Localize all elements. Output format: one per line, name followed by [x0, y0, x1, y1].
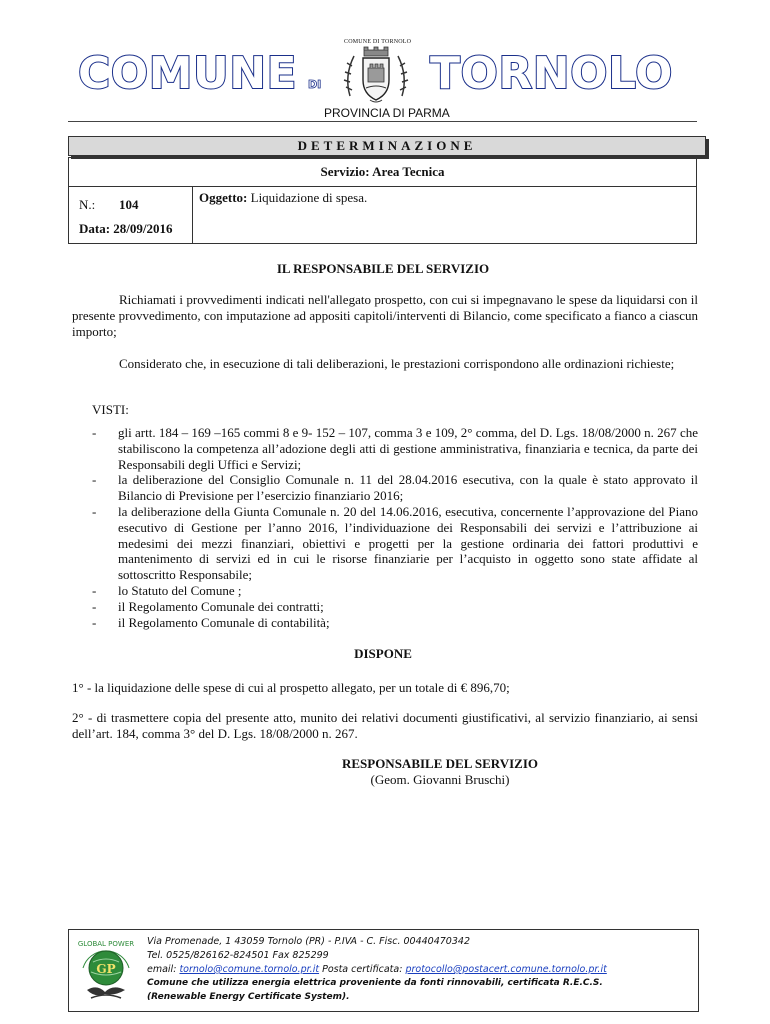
subject-text: Liquidazione di spesa. — [250, 190, 368, 205]
pec-link[interactable]: protocollo@postacert.comune.tornolo.pr.it — [405, 964, 607, 975]
list-item: - gli artt. 184 – 169 –165 commi 8 e 9- 152 – 107, comma 3 e 109, 2° comma, del D. Lgs. 18/08/2000 n. 267 che stabiliscono la competenza all’adozione degli atti di gestione amministrativa, finanziaria e tecnica, da parte dei Responsabili degli Uffici e Servizi; — [92, 425, 698, 472]
list-item: - lo Statuto del Comune ; — [92, 582, 242, 598]
body-heading: IL RESPONSABILE DEL SERVIZIO — [276, 261, 490, 276]
header-divider — [192, 186, 193, 243]
number-label: N.: — [79, 197, 96, 212]
dispone-item-2: 2° - di trasmettere copia del presente atto, munito dei relativi documenti giustificativi, al servizio finanziario, ai sensi dell’art. 184, comma 3° del D. Lgs. 18/08/2000 n. 267. — [72, 710, 698, 741]
list-item: - il Regolamento Comunale dei contratti; — [92, 598, 324, 614]
footer-energy-line-2: (Renewable Energy Certificate System). — [147, 992, 350, 1002]
crest-caption: COMUNE DI TORNOLO — [344, 39, 412, 45]
letterhead-comune: COMUNE — [78, 48, 298, 99]
signature-name: (Geom. Giovanni Bruschi) — [370, 772, 510, 787]
pec-label: Posta certificata: — [322, 964, 403, 975]
letterhead-tornolo: TORNOLO — [430, 48, 673, 99]
list-item: - il Regolamento Comunale di contabilità; — [92, 614, 330, 630]
svg-text:GLOBAL POWER: GLOBAL POWER — [77, 940, 135, 948]
date-label: Data: 28/09/2016 — [79, 221, 173, 236]
visti-list — [76, 425, 698, 630]
footer-address: Via Promenade, 1 43059 Tornolo (PR) - P.IVA - C. Fisc. 00440470342 — [147, 936, 470, 947]
doc-type-banner: DETERMINAZIONE — [68, 136, 706, 156]
province-label: PROVINCIA DI PARMA — [324, 106, 450, 120]
para-richiamati: Richiamati i provvedimenti indicati nell'allegato prospetto, con cui si impegnavano le spese da liquidarsi con il presente provvedimento, con imputazione ad appositi capitoli/interventi di Bilancio, come specificato a fianco a ciascun importo; — [72, 292, 698, 339]
list-item: - la deliberazione della Giunta Comunale n. 20 del 14.06.2016, esecutiva, concernente l’approvazione del Piano esecutivo di Gestione per l’anno 2016, l’individuazione dei Responsabili dei servizi e l’attribuzione ai medesimi dei mezzi finanziari, obiettivi e progetti per la gestione ordinaria dei fattori produttivi e mantenimento di servizi ed in cui le risorse finanziarie per l’acquisto in oggetto sono state affidate al sottoscritto Responsabile; — [92, 503, 698, 583]
para-considerato: Considerato che, in esecuzione di tali deliberazioni, le prestazioni corrispondono alle ordinazioni richieste; — [119, 356, 675, 371]
list-item: - la deliberazione del Consiglio Comunale n. 11 del 28.04.2016 esecutiva, con la quale è stato approvato il Bilancio di Previsione per l’esercizio finanziario 2016; — [92, 472, 698, 504]
footer-box — [68, 929, 699, 1012]
service-label: Servizio: Area Tecnica — [69, 158, 696, 187]
header-info-box — [68, 157, 697, 244]
dispone-item-1: 1° - la liquidazione delle spese di cui al prospetto allegato, per un totale di € 896,70; — [72, 680, 510, 695]
footer-contacts — [147, 963, 607, 976]
email-label: email: — [147, 964, 177, 975]
svg-text:GP: GP — [96, 962, 116, 976]
letterhead-di: DI — [308, 78, 322, 91]
footer-energy-line-1: Comune che utilizza energia elettrica proveniente da fonti rinnovabili, certificata R.E.C.S. — [147, 978, 603, 988]
global-power-logo-icon — [71, 932, 141, 1008]
number-value: 104 — [119, 197, 139, 212]
letterhead-rule — [68, 121, 697, 122]
subject-line — [199, 190, 367, 206]
footer-phone: Tel. 0525/826162-824501 Fax 825299 — [147, 950, 329, 961]
visti-label: VISTI: — [92, 402, 129, 417]
subject-label: Oggetto: — [199, 190, 248, 205]
dispone-heading: DISPONE — [354, 646, 412, 661]
town-crest-icon — [340, 46, 412, 104]
signature-title: RESPONSABILE DEL SERVIZIO — [341, 756, 539, 771]
email-link[interactable]: tornolo@comune.tornolo.pr.it — [179, 964, 320, 975]
